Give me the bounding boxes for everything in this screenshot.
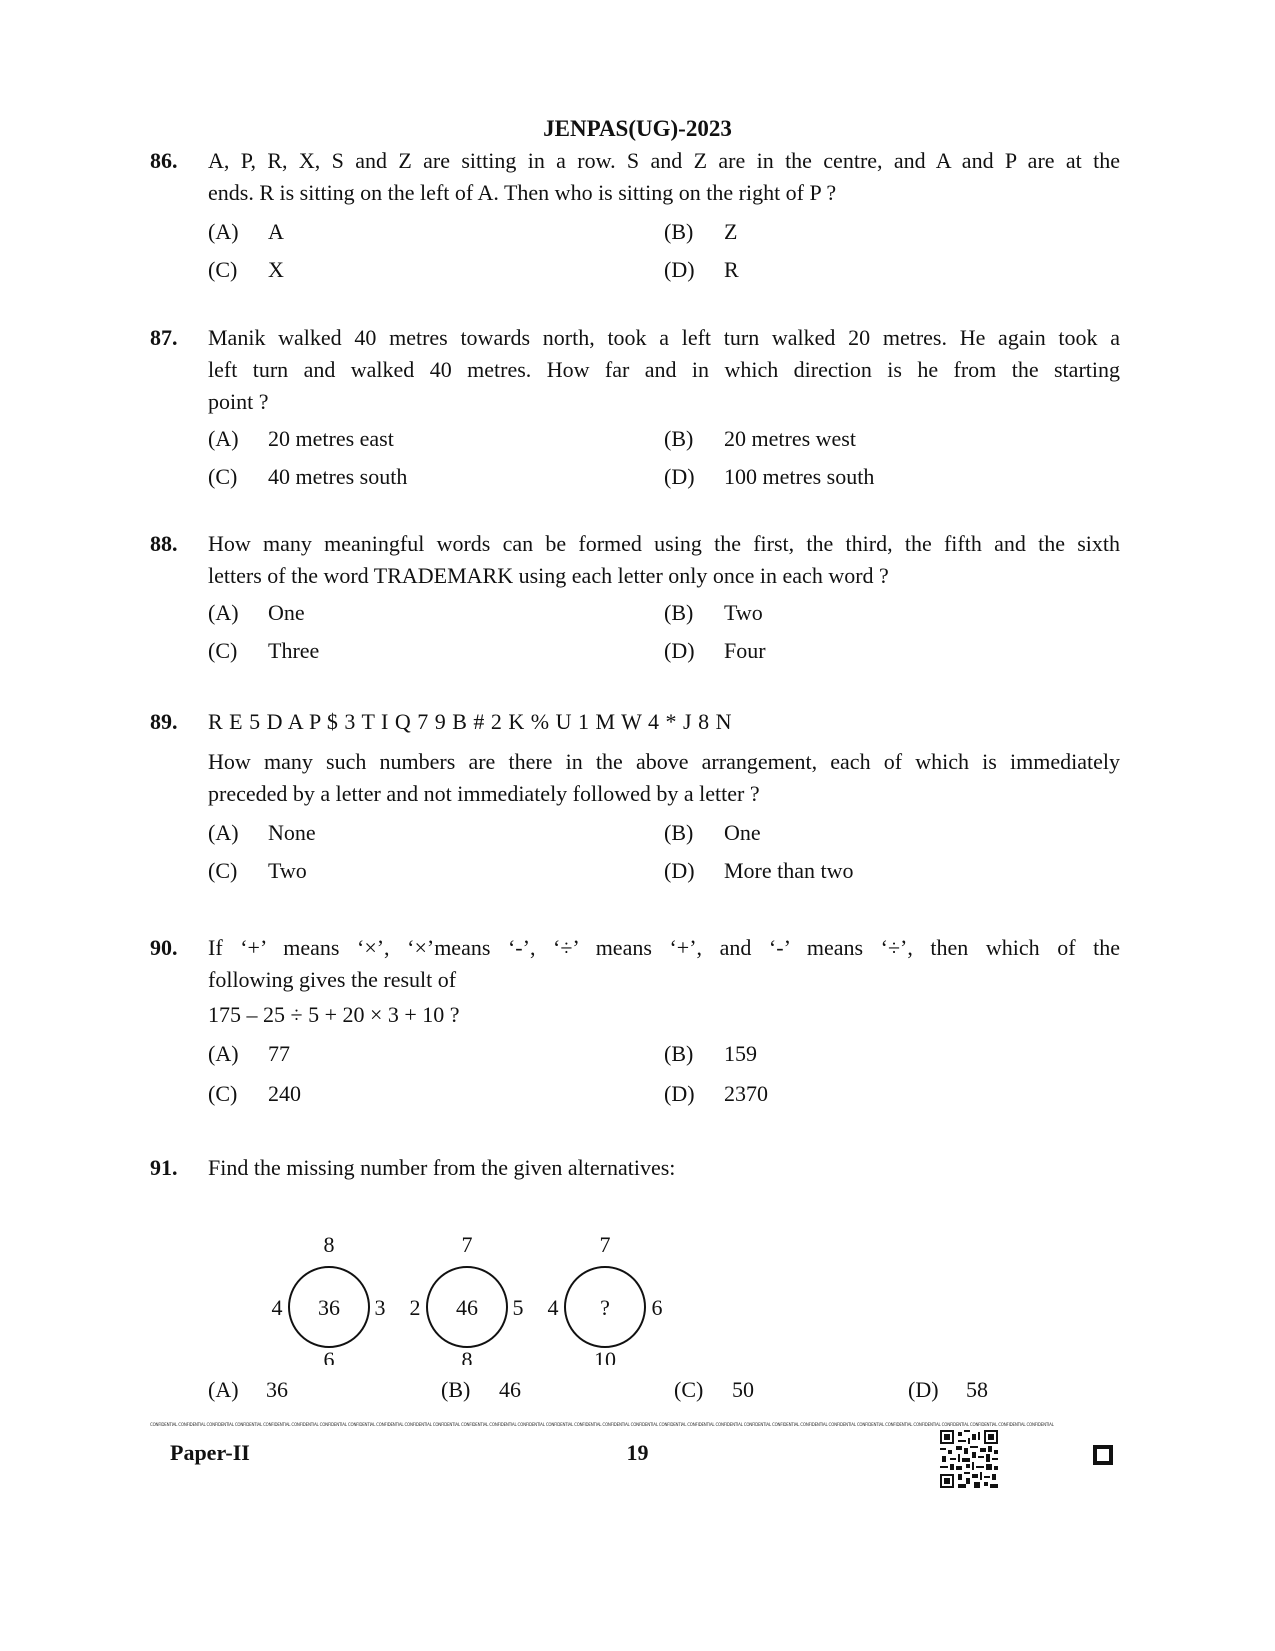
option-label: (D): [908, 1377, 939, 1402]
option-b[interactable]: [441, 1377, 521, 1403]
option-a[interactable]: [208, 1377, 288, 1403]
option-text: 36: [266, 1377, 288, 1402]
option-a[interactable]: [208, 597, 664, 629]
paper-label: Paper-II: [170, 1440, 250, 1465]
option-label: (B): [664, 820, 694, 845]
question-text-line: How many meaningful words can be formed using the first, the third, the fifth and the sixth: [208, 531, 1120, 556]
option-a[interactable]: [208, 1038, 664, 1070]
option-text: R: [724, 257, 739, 282]
option-d[interactable]: [664, 1078, 1120, 1110]
question-text-line: preceded by a letter and not immediately followed by a letter ?: [208, 781, 760, 806]
option-label: (A): [208, 1041, 239, 1066]
circle-figure: [250, 1225, 700, 1365]
circle-center-value: 46: [456, 1295, 478, 1320]
circle-center-value: ?: [600, 1295, 610, 1320]
option-text: 46: [499, 1377, 521, 1402]
question-number: 88.: [150, 531, 178, 556]
option-label: (B): [441, 1377, 471, 1402]
question-89: [150, 706, 1120, 890]
question-number: 87.: [150, 325, 178, 350]
options-grid: [208, 594, 1120, 670]
question-text-line: point ?: [208, 389, 269, 414]
option-b[interactable]: [664, 423, 1120, 455]
confidential-strip: CONFIDENTIAL CONFIDENTIAL CONFIDENTIAL CONFIDENTIAL CONFIDENTIAL CONFIDENTIAL CONFIDENTIAL CONFIDENTIAL CONFIDENTIAL CONFIDENTIAL CONFIDENTIAL CONFIDENTIAL CONFIDENTIAL CONFIDENTIAL CONFIDENTIAL CONFIDENTIAL CONFIDENTIAL CONFIDENTIAL CONFIDENTIAL CONFIDENTIAL CONFIDENTIAL CONFIDENTIAL CONFIDENTIAL CONFIDENTIAL CONFIDENTIAL CONFIDENTIAL CONFIDENTIAL CONFIDENTIAL CONFIDENTIAL CONFIDENTIAL CONFIDENTIAL CONFIDENTIAL: [150, 1422, 1054, 1427]
option-b[interactable]: [664, 216, 1120, 248]
option-text: 100 metres south: [724, 464, 875, 489]
question-text-line: A, P, R, X, S and Z are sitting in a row. S and Z are in the centre, and A and P are at the: [208, 148, 1120, 173]
circle-group-2: [410, 1232, 524, 1365]
page-number: 19: [626, 1440, 649, 1465]
option-text: X: [268, 257, 284, 282]
option-text: 240: [268, 1081, 301, 1106]
question-text-line: Manik walked 40 metres towards north, took a left turn walked 20 metres. He again took a: [208, 325, 1120, 350]
option-c[interactable]: [674, 1377, 754, 1403]
question-text-line: ends. R is sitting on the left of A. Then who is sitting on the right of P ?: [208, 180, 837, 205]
option-text: 20 metres west: [724, 426, 856, 451]
question-88: [150, 528, 1120, 670]
option-text: Two: [724, 600, 763, 625]
option-text: Four: [724, 638, 766, 663]
option-a[interactable]: [208, 817, 664, 849]
circle-top-value: 7: [599, 1232, 611, 1257]
option-text: Z: [724, 219, 738, 244]
question-87: [150, 322, 1120, 496]
option-label: (B): [664, 1041, 694, 1066]
option-label: (A): [208, 426, 239, 451]
question-text-line: How many such numbers are there in the above arrangement, each of which is immediately: [208, 749, 1120, 774]
option-d[interactable]: [664, 461, 1120, 493]
circle-bottom-value: 6: [323, 1347, 335, 1365]
option-c[interactable]: [208, 635, 664, 667]
option-text: Three: [268, 638, 320, 663]
option-label: (B): [664, 219, 694, 244]
option-label: (A): [208, 1377, 239, 1402]
option-label: (D): [664, 257, 695, 282]
option-label: (C): [208, 257, 238, 282]
question-text-line: left turn and walked 40 metres. How far and in which direction is he from the starting: [208, 357, 1120, 382]
question-number: 89.: [150, 709, 178, 734]
option-b[interactable]: [664, 1038, 1120, 1070]
option-d[interactable]: [664, 254, 1120, 286]
option-a[interactable]: [208, 423, 664, 455]
option-label: (A): [208, 820, 239, 845]
question-text: [208, 1152, 1120, 1184]
option-label: (C): [208, 638, 238, 663]
circle-right-value: 6: [651, 1295, 663, 1320]
option-text: 20 metres east: [268, 426, 394, 451]
circle-bottom-value: 10: [594, 1347, 616, 1365]
circle-left-value: 4: [271, 1295, 283, 1320]
question-text: [208, 932, 1120, 996]
options-grid: [208, 213, 1120, 289]
option-text: 159: [724, 1041, 757, 1066]
circle-top-value: 8: [323, 1232, 335, 1257]
option-d[interactable]: [908, 1377, 988, 1403]
circle-right-value: 3: [374, 1295, 386, 1320]
option-text: 58: [966, 1377, 988, 1402]
option-label: (C): [674, 1377, 704, 1402]
circle-center-value: 36: [318, 1295, 340, 1320]
option-label: (D): [664, 638, 695, 663]
question-text-line: Find the missing number from the given alternatives:: [208, 1155, 676, 1180]
question-text-line: following gives the result of: [208, 967, 457, 992]
options-grid: [208, 420, 1120, 496]
circle-left-value: 4: [547, 1295, 559, 1320]
corner-square-icon: [1093, 1445, 1113, 1465]
option-text: None: [268, 820, 316, 845]
option-a[interactable]: [208, 216, 664, 248]
expression: 175 – 25 ÷ 5 + 20 × 3 + 10 ?: [208, 1002, 460, 1027]
option-label: (D): [664, 1081, 695, 1106]
circle-right-value: 5: [512, 1295, 524, 1320]
option-text: A: [268, 219, 284, 244]
option-text: Two: [268, 858, 307, 883]
option-label: (D): [664, 858, 695, 883]
option-c[interactable]: [208, 855, 664, 887]
option-d[interactable]: [664, 855, 1120, 887]
symbol-sequence: R E 5 D A P $ 3 T I Q 7 9 B # 2 K % U 1 M W 4 * J 8 N: [208, 709, 732, 734]
option-c[interactable]: [208, 461, 664, 493]
option-label: (C): [208, 1081, 238, 1106]
circle-group-3: [548, 1232, 663, 1365]
circle-left-value: 2: [409, 1295, 421, 1320]
option-b[interactable]: [664, 597, 1120, 629]
page-header-title: JENPAS(UG)-2023: [543, 116, 732, 141]
question-86: [150, 145, 1120, 289]
circle-top-value: 7: [461, 1232, 473, 1257]
option-c[interactable]: [208, 254, 664, 286]
option-text: One: [724, 820, 761, 845]
circle-group-1: [272, 1232, 386, 1365]
qr-code-icon: [940, 1430, 998, 1488]
option-label: (C): [208, 858, 238, 883]
option-text: 2370: [724, 1081, 768, 1106]
option-d[interactable]: [664, 635, 1120, 667]
option-text: One: [268, 600, 305, 625]
question-91: [150, 1152, 1120, 1184]
question-text: [208, 322, 1120, 418]
question-text-line: If ‘+’ means ‘×’, ‘×’means ‘-’, ‘÷’ means ‘+’, and ‘-’ means ‘÷’, then which of the: [208, 935, 1120, 960]
option-label: (B): [664, 600, 694, 625]
question-text: [208, 528, 1120, 592]
question-number: 90.: [150, 935, 178, 960]
option-text: 77: [268, 1041, 290, 1066]
option-c[interactable]: [208, 1078, 664, 1110]
option-label: (C): [208, 464, 238, 489]
option-label: (D): [664, 464, 695, 489]
question-text: [208, 746, 1120, 810]
options-grid: [208, 1034, 1120, 1114]
option-label: (A): [208, 600, 239, 625]
question-text: [208, 145, 1120, 209]
question-number: 91.: [150, 1155, 178, 1180]
option-text: More than two: [724, 858, 854, 883]
option-text: 40 metres south: [268, 464, 408, 489]
option-label: (A): [208, 219, 239, 244]
question-number: 86.: [150, 148, 178, 173]
question-text-line: letters of the word TRADEMARK using each letter only once in each word ?: [208, 563, 889, 588]
options-grid: [208, 814, 1120, 890]
question-90: [150, 932, 1120, 1114]
option-text: 50: [732, 1377, 754, 1402]
option-label: (B): [664, 426, 694, 451]
circle-bottom-value: 8: [461, 1347, 473, 1365]
option-b[interactable]: [664, 817, 1120, 849]
